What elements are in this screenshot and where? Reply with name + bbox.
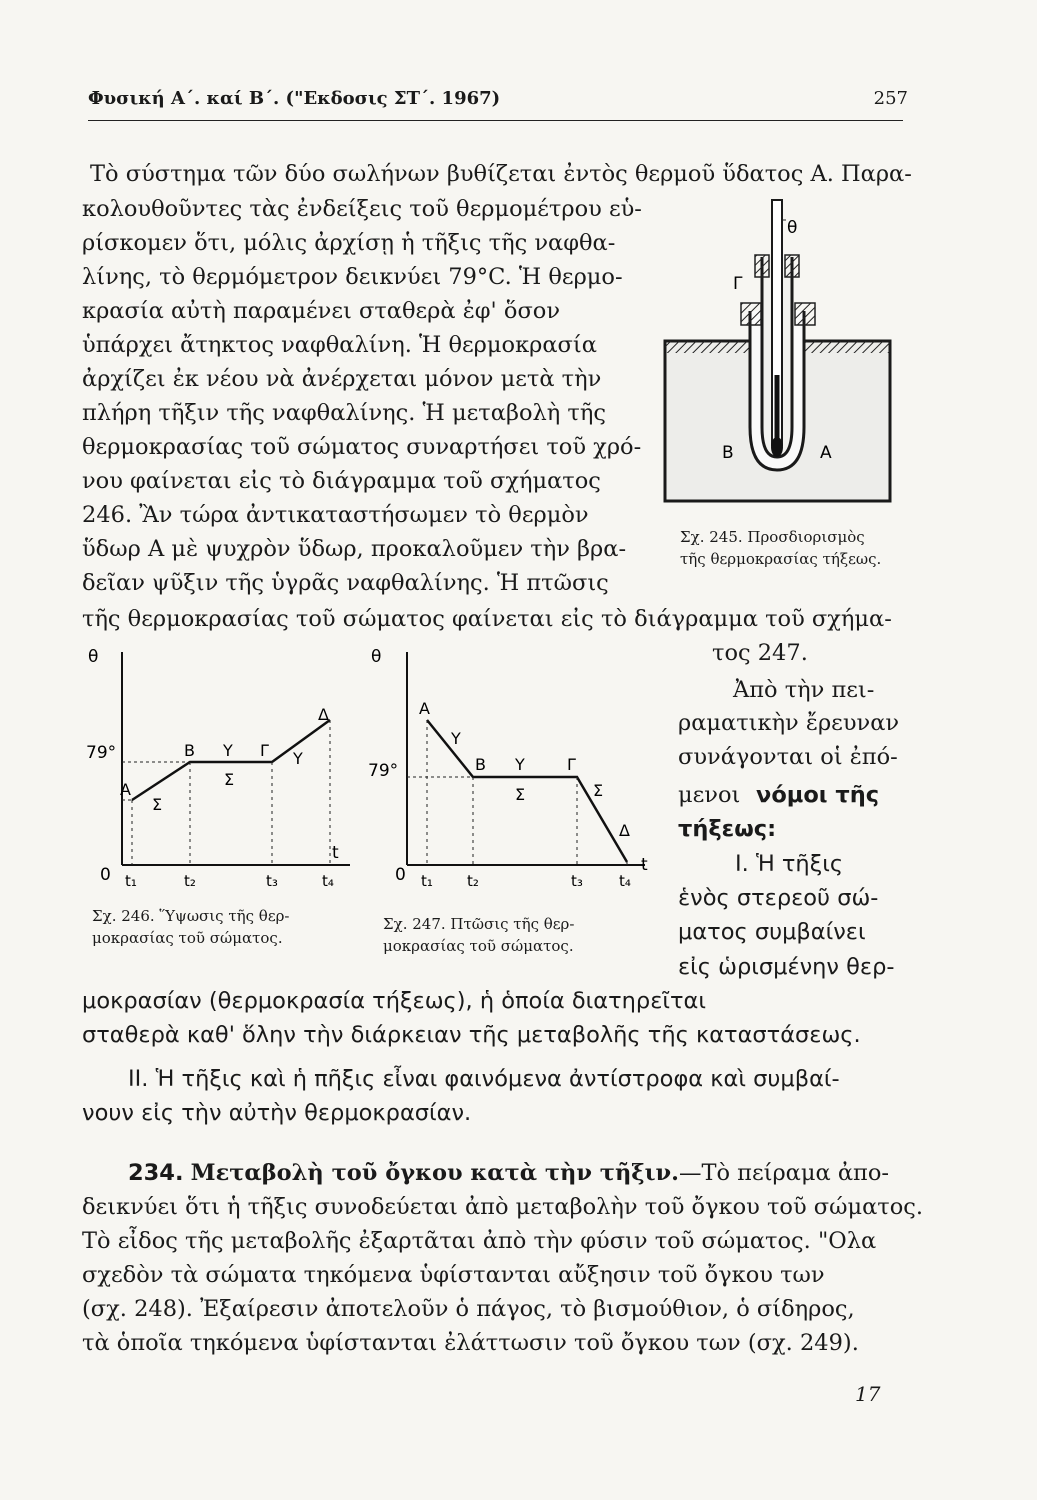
- fig245-label-gamma: Γ: [733, 274, 743, 294]
- fig246-axis-x-label: t: [332, 843, 339, 863]
- section-heading: [128, 1156, 889, 1190]
- text-line: κολουθοῦντες τὰς ἐνδείξεις τοῦ θερμομέτρου εὑ-: [82, 196, 642, 222]
- fig246-origin: 0: [100, 865, 111, 885]
- text-line: νουν εἰς τὴν αὐτὴν θερμοκρασίαν.: [82, 1100, 472, 1126]
- text-line: ραματικὴν ἔρευναν: [678, 710, 900, 736]
- laws-word: νόμοι τῆς: [756, 782, 880, 808]
- fig247-point-label: Γ: [567, 755, 576, 774]
- text-line: συνάγονται οἱ ἐπό-: [678, 744, 898, 770]
- text-line: (σχ. 248). Ἐξαίρεσιν ἀποτελοῦν ὁ πάγος, τὸ βισμούθιον, ὁ σίδηρος,: [82, 1296, 855, 1322]
- running-header: [88, 88, 908, 109]
- fig246-tick-t2: t₂: [184, 872, 196, 890]
- fig247-point-label: Α: [419, 699, 430, 718]
- text-line: ρίσκομεν ὅτι, μόλις ἀρχίσῃ ἡ τῆξις τῆς ναφθα-: [82, 230, 616, 256]
- fig246-point-label: Α: [120, 780, 131, 799]
- fig245-caption-line: Σχ. 245. Προσδιορισμὸς: [680, 528, 865, 546]
- fig247-temp-label: 79°: [368, 761, 399, 781]
- fig246-caption-line: μοκρασίας τοῦ σώματος.: [92, 929, 283, 947]
- laws-title: τήξεως:: [678, 816, 777, 842]
- figure-246-heating-curve: [80, 640, 360, 895]
- text-line: σχεδὸν τὰ σώματα τηκόμενα ὑφίστανται αὔξησιν τοῦ ὄγκου των: [82, 1262, 825, 1288]
- page-number: 257: [873, 88, 908, 109]
- text-line: ἀρχίζει ἐκ νέου νὰ ἀνέρχεται μόνον μετὰ τὴν: [82, 366, 602, 392]
- signature-mark: 17: [855, 1382, 881, 1406]
- fig247-axis-x-label: t: [641, 855, 648, 875]
- text-line: κρασία αὐτὴ παραμένει σταθερὰ ἐφ' ὅσον: [82, 298, 561, 324]
- fig247-tick-t4: t₄: [619, 872, 631, 890]
- fig245-caption-line: τῆς θερμοκρασίας τήξεως.: [680, 550, 882, 568]
- fig247-point-label: Υ: [451, 729, 461, 748]
- fig247-point-label: Β: [475, 755, 486, 774]
- fig245-label-a: Α: [820, 443, 832, 463]
- figure-245-apparatus: [655, 195, 900, 510]
- figure-247-cooling-curve: [365, 640, 655, 895]
- thermometer-bulb: [771, 437, 783, 457]
- fig247-origin: 0: [395, 865, 406, 885]
- fig245-label-theta: θ: [787, 218, 798, 238]
- fig246-point-label: Υ: [223, 741, 233, 760]
- text-line: τῆς θερμοκρασίας τοῦ σώματος φαίνεται εἰς τὸ διάγραμμα τοῦ σχήμα-: [82, 606, 892, 632]
- fig247-point-label: Σ: [593, 781, 604, 800]
- header-title: Φυσική Α΄. καί Β΄. ("Εκδοσις ΣΤ΄. 1967): [88, 88, 501, 109]
- fig247-point-label: Υ: [515, 755, 525, 774]
- outer-cork-left: [741, 303, 761, 325]
- fig246-point-label: Υ: [293, 749, 303, 768]
- inner-cork-right: [785, 255, 799, 277]
- text-line: μοκρασίαν (θερμοκρασία τήξεως), ἡ ὁποία διατηρεῖται: [82, 988, 706, 1014]
- text-line: δεικνύει ὅτι ἡ τῆξις συνοδεύεται ἀπὸ μεταβολὴν τοῦ ὄγκου τοῦ σώματος.: [82, 1194, 924, 1220]
- fig246-point-label: Σ: [152, 795, 163, 814]
- outer-cork-right: [795, 303, 815, 325]
- text-line: ὑπάρχει ἄτηκτος ναφθαλίνη. Ἡ θερμοκρασία: [82, 332, 597, 358]
- text-line: τὰ ὁποῖα τηκόμενα ὑφίστανται ἐλάττωσιν τοῦ ὄγκου των (σχ. 249).: [82, 1330, 859, 1356]
- fig247-axis-y-label: θ: [371, 647, 382, 667]
- text-line: λίνης, τὸ θερμόμετρον δεικνύει 79°C. Ἡ θερμο-: [82, 264, 623, 290]
- fig246-temp-label: 79°: [86, 743, 117, 763]
- fig246-caption-line: Σχ. 246. Ὕψωσις τῆς θερ-: [92, 907, 290, 925]
- text-line: ματος συμβαίνει: [678, 919, 866, 945]
- section-title: Μεταβολὴ τοῦ ὄγκου κατὰ τὴν τῆξιν.: [190, 1160, 679, 1186]
- text-line: ΙΙ. Ἡ τῆξις καὶ ἡ πῆξις εἶναι φαινόμενα ἀντίστροφα καὶ συμβαί-: [128, 1066, 840, 1092]
- fig247-point-label: Σ: [515, 785, 526, 804]
- section-first-line-rest: —Τὸ πείραμα ἀπο-: [678, 1160, 889, 1186]
- fig246-tick-t4: t₄: [322, 872, 334, 890]
- text-line: πλήρη τῆξιν τῆς ναφθαλίνης. Ἡ μεταβολὴ τῆς: [82, 400, 606, 426]
- text-line: Ἀπὸ τὴν πει-: [733, 677, 875, 703]
- text-line: ὕδωρ Α μὲ ψυχρὸν ὕδωρ, προκαλοῦμεν τὴν βρα-: [82, 536, 627, 562]
- text-line: ἑνὸς στερεοῦ σώ-: [678, 885, 879, 911]
- fig246-point-label: Γ: [260, 741, 269, 760]
- text-line: θερμοκρασίας τοῦ σώματος συναρτήσει τοῦ χρό-: [82, 434, 642, 460]
- fig246-point-label: Σ: [224, 770, 235, 789]
- text-line: Τὸ εἶδος τῆς μεταβολῆς ἐξαρτᾶται ἀπὸ τὴν φύσιν τοῦ σώματος. "Ολα: [82, 1228, 877, 1254]
- header-rule: [88, 120, 903, 121]
- fig246-tick-t3: t₃: [266, 872, 278, 890]
- text-line: Τὸ σύστημα τῶν δύο σωλήνων βυθίζεται ἐντὸς θερμοῦ ὕδατος Α. Παρα-: [90, 161, 912, 187]
- text-line: τος 247.: [712, 640, 808, 666]
- fig247-caption-line: Σχ. 247. Πτῶσις τῆς θερ-: [383, 915, 575, 933]
- fig247-tick-t3: t₃: [571, 872, 583, 890]
- fig246-point-label: Β: [184, 741, 195, 760]
- inner-cork-left: [755, 255, 769, 277]
- fig246-point-label: Δ: [318, 705, 329, 724]
- text-line: σταθερὰ καθ' ὅλην τὴν διάρκειαν τῆς μεταβολῆς τῆς καταστάσεως.: [82, 1022, 861, 1048]
- text-line: δεῖαν ψῦξιν τῆς ὑγρᾶς ναφθαλίνης. Ἡ πτῶσις: [82, 570, 609, 596]
- fig245-label-b: Β: [722, 443, 734, 463]
- text-line: Ι. Ἡ τῆξις: [735, 851, 844, 877]
- fig247-caption-line: μοκρασίας τοῦ σώματος.: [383, 937, 574, 955]
- fig246-tick-t1: t₁: [125, 872, 137, 890]
- fig247-tick-t2: t₂: [467, 872, 479, 890]
- text-line: μενοι: [678, 782, 741, 808]
- fig246-axis-y-label: θ: [88, 647, 99, 667]
- section-number: 234.: [128, 1160, 184, 1186]
- text-line: νου φαίνεται εἰς τὸ διάγραμμα τοῦ σχήματος: [82, 468, 601, 494]
- fig247-point-label: Δ: [619, 821, 630, 840]
- text-line: 246. Ἂν τώρα ἀντικαταστήσωμεν τὸ θερμὸν: [82, 502, 589, 528]
- fig247-tick-t1: t₁: [421, 872, 433, 890]
- text-line: εἰς ὡρισμένην θερ-: [678, 954, 895, 980]
